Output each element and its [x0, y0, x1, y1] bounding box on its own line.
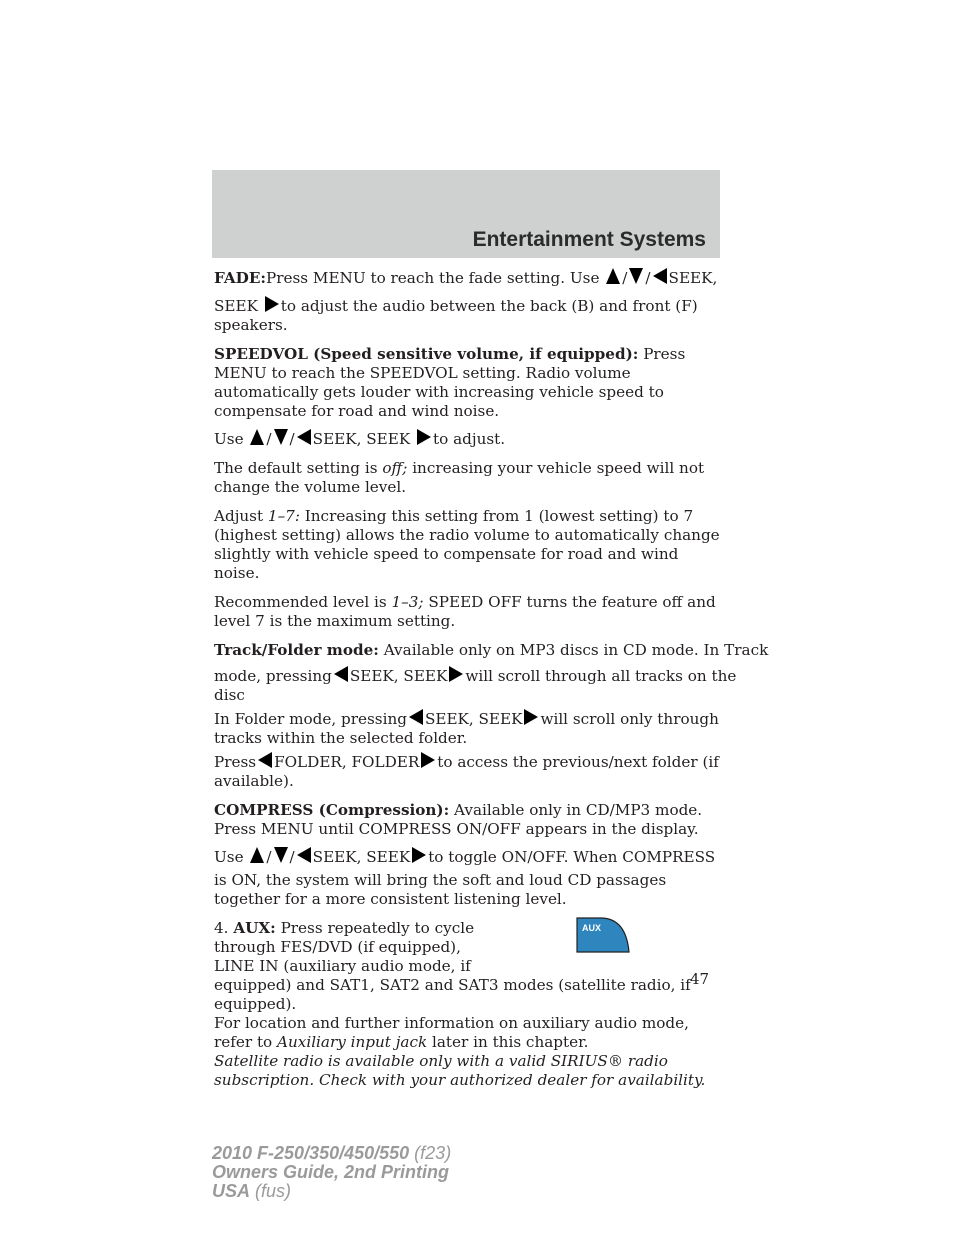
aux-section: [214, 919, 722, 1090]
compress-description: is ON, the system will bring the soft and loud CD passages together for a more consistent listening level.: [214, 871, 667, 908]
page-content: [214, 268, 769, 1090]
document-footer: 2010 F-250/350/450/550 (f23) Owners Guide, 2nd Printing USA (fus): [212, 1143, 452, 1201]
arrow-left-icon: [297, 429, 311, 445]
arrow-right-icon: [449, 666, 463, 682]
arrow-left-icon: [653, 268, 667, 284]
arrow-right-icon: [524, 709, 538, 725]
arrow-left-icon: [334, 666, 348, 682]
compress-paragraph: COMPRESS (Compression): Available only in CD/MP3 mode. Press MENU until COMPRESS ON/OFF appears in the display.: [214, 801, 703, 838]
compress-term: COMPRESS (Compression):: [214, 801, 450, 819]
arrow-left-icon: [258, 752, 272, 768]
press-folder-paragraph: Press FOLDER, FOLDER to access the previous/next folder (if available).: [214, 753, 719, 790]
speedvol-paragraph: SPEEDVOL (Speed sensitive volume, if equipped): Press MENU to reach the SPEEDVOL setting. Radio volume automatically gets louder with increasing vehicle speed to compensate for road and wind noise.: [214, 345, 686, 420]
recommended-paragraph: Recommended level is 1–3; SPEED OFF turns the feature off and level 7 is the maximum setting.: [214, 593, 716, 630]
sirius-note: Satellite radio is available only with a valid SIRIUS® radio subscription. Check with your authorized dealer for availability.: [214, 1052, 706, 1089]
arrow-left-icon: [409, 709, 423, 725]
arrow-up-icon: [606, 268, 620, 284]
arrow-down-icon: [629, 268, 643, 284]
fade-term: FADE:: [214, 269, 267, 287]
arrow-up-icon: [250, 847, 264, 863]
default-setting-paragraph: The default setting is off; increasing your vehicle speed will not change the volume level.: [214, 459, 705, 496]
page-number: 47: [690, 970, 710, 988]
arrow-left-icon: [297, 847, 311, 863]
arrow-down-icon: [274, 429, 288, 445]
speedvol-use-line: Use / / SEEK, SEEK to adjust.: [214, 430, 506, 448]
aux-more-info: For location and further information on auxiliary audio mode, refer to Auxiliary input jack later in this chapter.: [214, 1014, 689, 1051]
speedvol-term: SPEEDVOL (Speed sensitive volume, if equipped):: [214, 345, 639, 363]
aux-paragraph: 4. AUX: Press repeatedly to cycle through FES/DVD (if equipped), LINE IN (auxiliary audio mode, if equipped) and SAT1, SAT2 and SAT3 modes (satellite radio, if equipped).: [214, 919, 691, 1013]
arrow-right-icon: [417, 429, 431, 445]
aux-button-label: AUX: [582, 923, 602, 933]
section-header: [212, 170, 720, 258]
arrow-up-icon: [250, 429, 264, 445]
aux-term: AUX:: [233, 919, 276, 937]
aux-button-icon: [576, 917, 630, 953]
compress-use-line: Use / / SEEK, SEEK to toggle ON/OFF. When COMPRESS: [214, 848, 716, 866]
arrow-right-icon: [421, 752, 435, 768]
arrow-down-icon: [274, 847, 288, 863]
track-folder-term: Track/Folder mode:: [214, 641, 379, 659]
adjust-paragraph: Adjust 1–7: Increasing this setting from 1 (lowest setting) to 7 (highest setting) allows the radio volume to automatically change slightly with vehicle speed to compensate for road and wind noise.: [214, 507, 720, 582]
folder-mode-paragraph: In Folder mode, pressing SEEK, SEEK will scroll only through tracks within the selected folder.: [214, 710, 719, 747]
section-title: Entertainment Systems: [472, 228, 706, 251]
arrow-right-icon: [412, 847, 426, 863]
arrow-right-icon: [265, 296, 279, 312]
track-folder-paragraph: Track/Folder mode: Available only on MP3 discs in CD mode. In Track mode, pressing SEEK, SEEK will scroll through all tracks on the disc: [214, 641, 769, 704]
fade-paragraph: FADE:Press MENU to reach the fade setting. Use / / SEEK, SEEK to adjust the audio between the back (B) and front (F) speakers.: [214, 269, 718, 334]
